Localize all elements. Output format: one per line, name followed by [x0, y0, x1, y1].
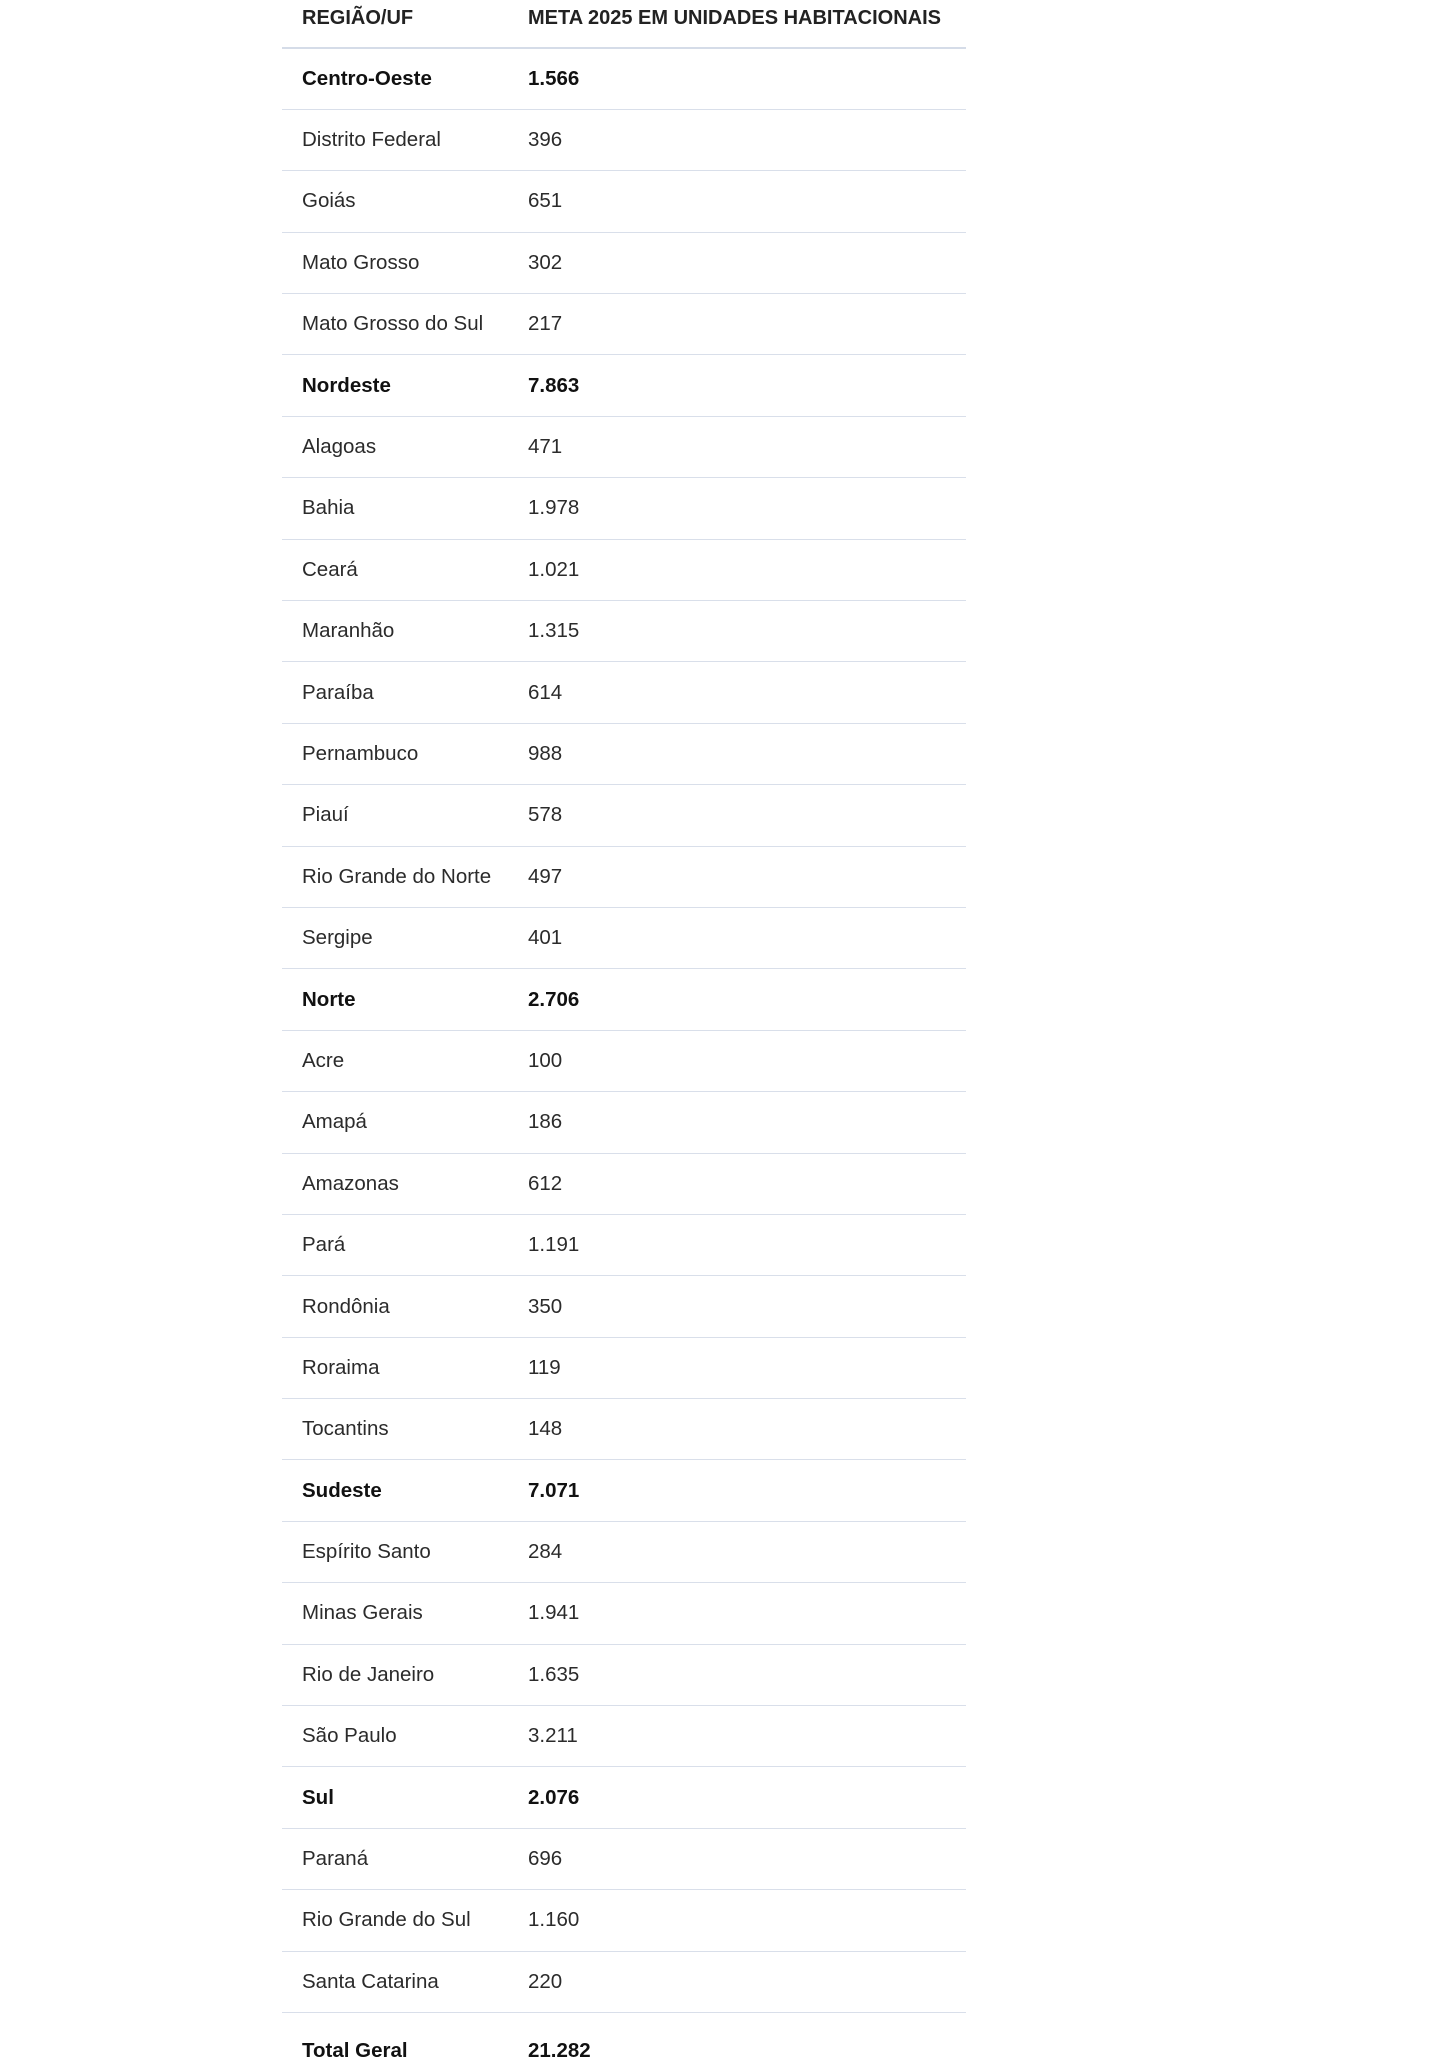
state-name-cell: Minas Gerais — [282, 1583, 508, 1644]
state-row — [282, 1399, 966, 1460]
state-goal-cell: 471 — [508, 416, 966, 477]
region-goal-cell: 2.076 — [508, 1767, 966, 1828]
region-goal-cell: 7.071 — [508, 1460, 966, 1521]
state-goal-cell: 119 — [508, 1337, 966, 1398]
state-goal-cell: 3.211 — [508, 1706, 966, 1767]
state-name-cell: Maranhão — [282, 601, 508, 662]
state-name-cell: Santa Catarina — [282, 1951, 508, 2012]
state-name-cell: Ceará — [282, 539, 508, 600]
region-name-cell: Centro-Oeste — [282, 48, 508, 109]
state-row — [282, 478, 966, 539]
state-goal-cell: 696 — [508, 1828, 966, 1889]
state-goal-cell: 401 — [508, 907, 966, 968]
state-row — [282, 1828, 966, 1889]
state-goal-cell: 497 — [508, 846, 966, 907]
state-row — [282, 232, 966, 293]
state-goal-cell: 217 — [508, 294, 966, 355]
state-name-cell: Rondônia — [282, 1276, 508, 1337]
state-name-cell: Alagoas — [282, 416, 508, 477]
state-name-cell: Espírito Santo — [282, 1521, 508, 1582]
region-goal-cell: 7.863 — [508, 355, 966, 416]
state-name-cell: Amazonas — [282, 1153, 508, 1214]
state-goal-cell: 1.160 — [508, 1890, 966, 1951]
state-row — [282, 1521, 966, 1582]
region-row — [282, 969, 966, 1030]
region-row — [282, 355, 966, 416]
state-name-cell: Goiás — [282, 171, 508, 232]
state-name-cell: Rio de Janeiro — [282, 1644, 508, 1705]
total-row — [282, 2013, 966, 2063]
region-name-cell: Sul — [282, 1767, 508, 1828]
state-goal-cell: 396 — [508, 109, 966, 170]
region-row — [282, 1767, 966, 1828]
region-row — [282, 48, 966, 109]
state-goal-cell: 350 — [508, 1276, 966, 1337]
state-row — [282, 1890, 966, 1951]
state-row — [282, 1092, 966, 1153]
state-name-cell: Paraíba — [282, 662, 508, 723]
state-row — [282, 109, 966, 170]
state-goal-cell: 100 — [508, 1030, 966, 1091]
state-name-cell: Pará — [282, 1214, 508, 1275]
state-row — [282, 539, 966, 600]
state-name-cell: Distrito Federal — [282, 109, 508, 170]
table-header — [282, 0, 966, 48]
state-name-cell: Roraima — [282, 1337, 508, 1398]
state-name-cell: Piauí — [282, 785, 508, 846]
state-row — [282, 1214, 966, 1275]
state-row — [282, 846, 966, 907]
state-row — [282, 1951, 966, 2012]
state-name-cell: Rio Grande do Norte — [282, 846, 508, 907]
region-goal-cell: 2.706 — [508, 969, 966, 1030]
state-name-cell: Sergipe — [282, 907, 508, 968]
housing-goals-table — [282, 0, 966, 2063]
state-goal-cell: 651 — [508, 171, 966, 232]
state-name-cell: Tocantins — [282, 1399, 508, 1460]
state-goal-cell: 284 — [508, 1521, 966, 1582]
state-goal-cell: 302 — [508, 232, 966, 293]
state-row — [282, 723, 966, 784]
state-row — [282, 662, 966, 723]
state-row — [282, 1276, 966, 1337]
state-goal-cell: 1.941 — [508, 1583, 966, 1644]
state-name-cell: Paraná — [282, 1828, 508, 1889]
state-goal-cell: 1.978 — [508, 478, 966, 539]
state-row — [282, 1644, 966, 1705]
state-goal-cell: 1.635 — [508, 1644, 966, 1705]
table-header-row — [282, 0, 966, 48]
total-value-cell: 21.282 — [528, 2038, 591, 2062]
table-body — [282, 48, 966, 2063]
state-row — [282, 416, 966, 477]
state-row — [282, 1706, 966, 1767]
state-row — [282, 907, 966, 968]
state-row — [282, 785, 966, 846]
state-name-cell: Mato Grosso do Sul — [282, 294, 508, 355]
region-name-cell: Sudeste — [282, 1460, 508, 1521]
state-row — [282, 1030, 966, 1091]
state-goal-cell: 578 — [508, 785, 966, 846]
state-row — [282, 294, 966, 355]
header-region-uf: REGIÃO/UF — [282, 0, 508, 48]
total-label-cell: Total Geral — [302, 2038, 408, 2062]
state-name-cell: Acre — [282, 1030, 508, 1091]
state-goal-cell: 614 — [508, 662, 966, 723]
state-name-cell: São Paulo — [282, 1706, 508, 1767]
region-name-cell: Nordeste — [282, 355, 508, 416]
state-row — [282, 171, 966, 232]
region-name-cell: Norte — [282, 969, 508, 1030]
state-row — [282, 1583, 966, 1644]
state-row — [282, 1337, 966, 1398]
state-goal-cell: 220 — [508, 1951, 966, 2012]
state-row — [282, 601, 966, 662]
state-goal-cell: 1.021 — [508, 539, 966, 600]
state-name-cell: Mato Grosso — [282, 232, 508, 293]
state-name-cell: Rio Grande do Sul — [282, 1890, 508, 1951]
state-goal-cell: 186 — [508, 1092, 966, 1153]
header-goal-2025: META 2025 EM UNIDADES HABITACIONAIS — [508, 0, 966, 48]
state-goal-cell: 988 — [508, 723, 966, 784]
state-row — [282, 1153, 966, 1214]
state-goal-cell: 1.315 — [508, 601, 966, 662]
region-goal-cell: 1.566 — [508, 48, 966, 109]
region-row — [282, 1460, 966, 1521]
state-name-cell: Pernambuco — [282, 723, 508, 784]
state-goal-cell: 148 — [508, 1399, 966, 1460]
housing-goals-table-container — [282, 0, 966, 2063]
state-goal-cell: 1.191 — [508, 1214, 966, 1275]
state-goal-cell: 612 — [508, 1153, 966, 1214]
state-name-cell: Amapá — [282, 1092, 508, 1153]
state-name-cell: Bahia — [282, 478, 508, 539]
